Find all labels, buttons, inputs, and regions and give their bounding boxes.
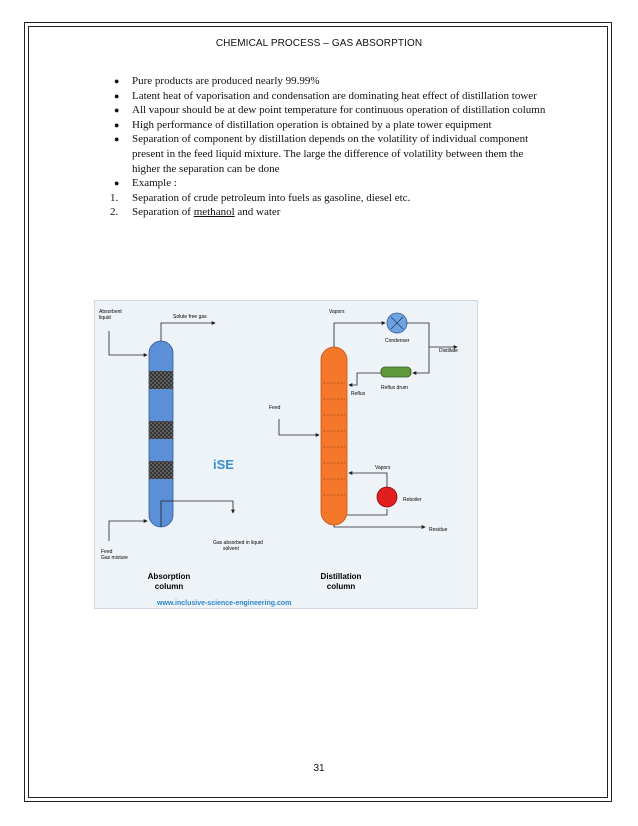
absorbent-liquid-label: Absorbent liquid	[99, 309, 122, 321]
bullet-text: Pure products are produced nearly 99.99%	[132, 75, 320, 87]
website-link: www.inclusive-science-engineering.com	[157, 600, 292, 607]
content-list	[110, 74, 550, 220]
bullet-text: Latent heat of vaporisation and condensation are dominating heat effect of distillation tower	[132, 89, 537, 102]
packing-section	[149, 461, 173, 479]
page-header-title: CHEMICAL PROCESS – GAS ABSORPTION	[215, 38, 423, 49]
page-number: 31	[313, 763, 325, 774]
reflux-drum-label: Reflux drum	[381, 385, 408, 391]
bullet-item	[110, 118, 550, 133]
bullet-item	[110, 176, 550, 191]
bullet-icon: ●	[114, 105, 120, 116]
bullet-text: All vapour should be at dew point temperature for continuous operation of distillation column	[132, 104, 546, 117]
distillation-column-title: Distillation column	[320, 572, 362, 591]
bullet-icon: ●	[114, 90, 120, 101]
reflux-label: Reflux	[351, 391, 366, 397]
reboiler-icon	[377, 487, 397, 507]
packing-section	[149, 371, 173, 389]
bullet-icon: ●	[114, 134, 120, 145]
number-marker: 1.	[110, 191, 119, 204]
feed-gas-mixture-label: Feed Gas mixture	[101, 549, 128, 561]
process-diagram-figure	[94, 300, 478, 609]
distillate-label: Distillate	[439, 348, 458, 354]
bullet-text: Separation of component by distillation depends on the volatility of individual component present in the feed liquid mixture. The large the difference of volatility between them the higher the separation can be done	[132, 133, 529, 175]
bullet-text: High performance of distillation operation is obtained by a plate tower equipment	[132, 118, 492, 131]
numbered-text-before: Separation of	[132, 206, 194, 219]
feed-label: Feed	[269, 405, 281, 411]
reboiler-label: Reboiler	[403, 497, 422, 503]
bullet-icon: ●	[114, 119, 120, 130]
underlined-word: methanol	[193, 206, 235, 219]
bullet-item	[110, 103, 550, 118]
bullet-icon: ●	[114, 76, 120, 86]
bullet-item	[110, 74, 550, 89]
bullet-item	[110, 89, 550, 104]
residue-label: Residue	[429, 527, 448, 533]
absorption-column-title: Absorption column	[147, 572, 191, 591]
ise-logo: iSE	[213, 457, 234, 472]
gas-absorbed-label: Gas absorbed in liquid solvent	[213, 540, 263, 552]
number-marker: 2.	[110, 206, 119, 219]
solute-free-gas-label: Solute free gas	[173, 314, 207, 320]
packing-section	[149, 421, 173, 439]
numbered-item	[110, 191, 550, 206]
bullet-item	[110, 132, 550, 176]
reflux-drum-icon	[381, 367, 411, 377]
distillation-column	[321, 347, 347, 525]
numbered-text-after: and water	[234, 206, 281, 219]
distillation-pipes	[279, 323, 457, 527]
bullet-text: Example :	[132, 177, 177, 190]
vapors-bottom-label: Vapors	[375, 465, 391, 471]
numbered-text: Separation of crude petroleum into fuels as gasoline, diesel etc.	[132, 191, 411, 204]
numbered-item	[110, 205, 550, 220]
vapors-top-label: Vapors	[329, 309, 345, 315]
bullet-icon: ●	[114, 178, 120, 189]
condenser-label: Condenser	[385, 338, 410, 344]
